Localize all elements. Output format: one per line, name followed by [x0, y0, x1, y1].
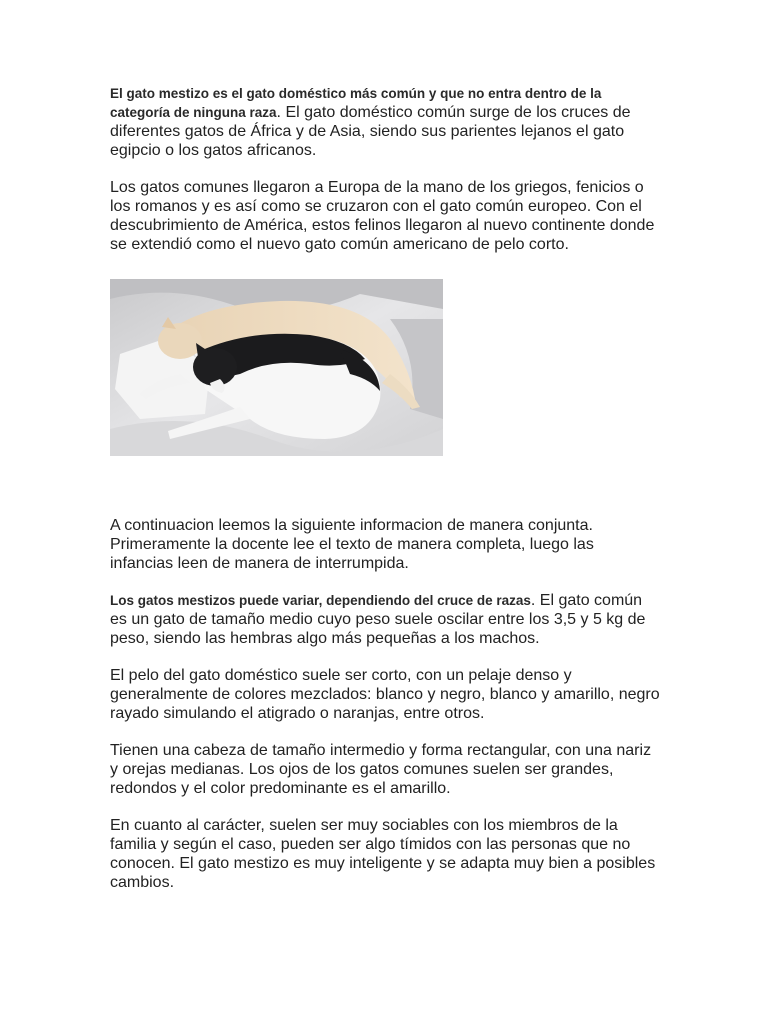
paragraph-size	[110, 591, 660, 648]
paragraph-head: Tienen una cabeza de tamaño intermedio y forma rectangular, con una nariz y orejas medianas. Los ojos de los gatos comunes suelen ser grandes, redondos y el color predominante es el amarillo.	[110, 742, 652, 797]
paragraph-size-bold: Los gatos mestizos puede variar, dependiendo del cruce de razas	[110, 593, 531, 608]
document-page	[110, 84, 660, 910]
paragraph-history: Los gatos comunes llegaron a Europa de la mano de los griegos, fenicios o los romanos y es así como se cruzaron con el gato común europeo. Con el descubrimiento de América, estos felinos llegaron al nuevo continente donde se extendió como el nuevo gato común americano de pelo corto.	[110, 179, 655, 253]
paragraph-fur: El pelo del gato doméstico suele ser corto, con un pelaje denso y generalmente de colores mezclados: blanco y negro, blanco y amarillo, negro rayado simulando el atigrado o naranjas, entre otros.	[110, 667, 660, 722]
paragraph-size-rest: . El gato común es un gato de tamaño medio cuyo peso suele oscilar entre los 3,5 y 5 kg de peso, siendo las hembras algo más pequeñas a los machos.	[110, 592, 646, 647]
cats-photo-image	[110, 279, 443, 456]
paragraph-reading-instructions: A continuacion leemos la siguiente informacion de manera conjunta. Primeramente la docente lee el texto de manera completa, luego las infancias leen de manera de interrumpida.	[110, 517, 594, 572]
cats-photo	[110, 279, 443, 456]
paragraph-intro-rest: . El gato doméstico común surge de los cruces de diferentes gatos de África y de Asia, siendo sus parientes lejanos el gato egipcio o los gatos africanos.	[110, 104, 631, 159]
paragraph-character: En cuanto al carácter, suelen ser muy sociables con los miembros de la familia y según el caso, pueden ser algo tímidos con las personas que no conocen. El gato mestizo es muy inteligente y se adapta muy bien a posibles cambios.	[110, 817, 656, 891]
paragraph-intro-bold: El gato mestizo es el gato doméstico más común y que no entra dentro de la categoría de ninguna raza	[110, 86, 602, 120]
paragraph-intro	[110, 84, 660, 160]
